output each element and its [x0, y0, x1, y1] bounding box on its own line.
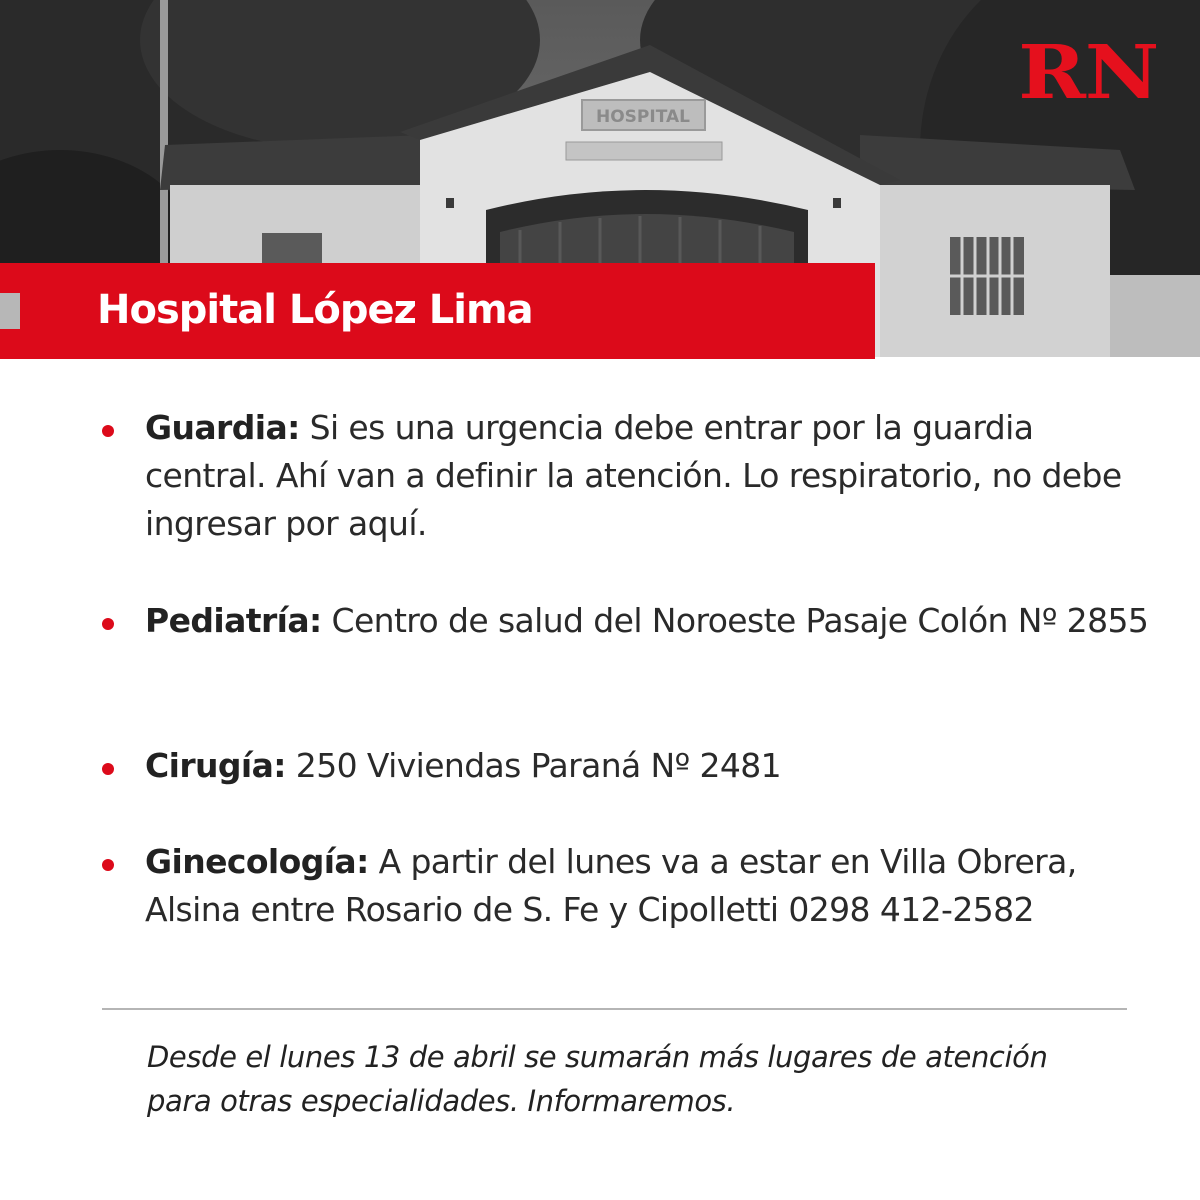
list-item-text: [145, 838, 1155, 934]
list-item-text: [145, 742, 1155, 790]
list-item-term: Cirugía:: [145, 746, 286, 785]
bullet-icon: [102, 425, 114, 437]
list-item-term: Pediatría:: [145, 601, 322, 640]
rn-logo: RN: [1018, 30, 1158, 116]
hospital-sign-text: HOSPITAL: [596, 107, 690, 127]
divider: [102, 1008, 1127, 1010]
list-item-description: Si es una urgencia debe entrar por la guardia central. Ahí van a definir la atención. Lo respiratorio, no debe ingresar por aquí.: [145, 408, 1122, 543]
bullet-icon: [102, 859, 114, 871]
list-item-text: [145, 597, 1155, 645]
footer-note: Desde el lunes 13 de abril se sumarán más lugares de atención para otras especialidades. Informaremos.: [147, 1040, 1048, 1118]
list-item-description: Centro de salud del Noroeste Pasaje Colón Nº 2855: [331, 601, 1149, 640]
title-accent-block: [0, 293, 20, 329]
bullet-icon: [102, 763, 114, 775]
page-title: Hospital López Lima: [97, 287, 533, 333]
bullet-icon: [102, 618, 114, 630]
list-item-term: Ginecología:: [145, 842, 369, 881]
list-item-text: [145, 404, 1155, 548]
list-item-description: 250 Viviendas Paraná Nº 2481: [295, 746, 782, 785]
list-item-term: Guardia:: [145, 408, 300, 447]
list-item-description: A partir del lunes va a estar en Villa Obrera, Alsina entre Rosario de S. Fe y Cipolletti 0298 412-2582: [145, 842, 1077, 929]
